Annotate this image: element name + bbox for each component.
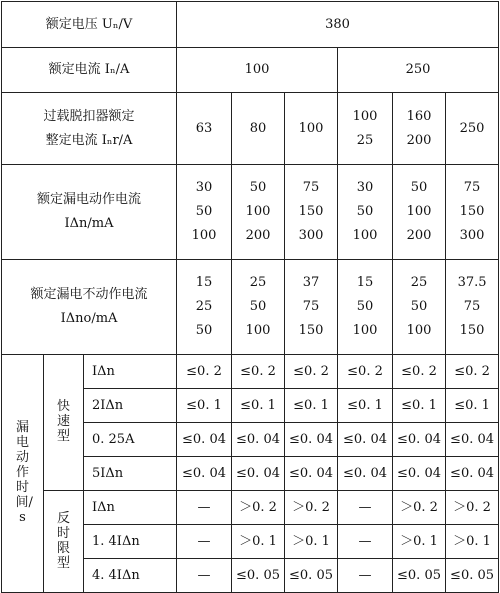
value-line: 75 bbox=[463, 299, 481, 314]
time-value: ≤0. 05 bbox=[393, 559, 446, 593]
current-value bbox=[232, 165, 285, 260]
value-line: 100 bbox=[406, 204, 432, 219]
value-line: 75 bbox=[302, 180, 320, 195]
overload-value: 80 bbox=[232, 93, 285, 165]
time-value: ＞0. 1 bbox=[232, 525, 285, 559]
overload-value: 250 bbox=[446, 93, 499, 165]
value-line: 200 bbox=[406, 132, 432, 148]
value-line: 100 bbox=[352, 323, 378, 338]
time-row bbox=[2, 355, 499, 389]
time-value: ≤0. 05 bbox=[285, 559, 338, 593]
current-value bbox=[393, 165, 446, 260]
condition-cell: IΔn bbox=[84, 355, 177, 389]
time-value: ≤0. 2 bbox=[393, 355, 446, 389]
overload-release-label bbox=[2, 93, 177, 165]
current-value bbox=[393, 260, 446, 355]
time-value: ＞0. 2 bbox=[393, 491, 446, 525]
time-value: ≤0. 04 bbox=[393, 457, 446, 491]
rated-current-label: 额定电流 Iₙ/A bbox=[2, 48, 177, 93]
value-line: 50 bbox=[410, 299, 428, 314]
current-value bbox=[232, 260, 285, 355]
time-value: ≤0. 1 bbox=[177, 389, 232, 423]
time-value: — bbox=[177, 559, 232, 593]
time-value: — bbox=[177, 491, 232, 525]
value-line: 150 bbox=[298, 323, 324, 338]
current-value bbox=[446, 165, 499, 260]
time-value: ≤0. 2 bbox=[338, 355, 393, 389]
label-line: 过载脱扣器额定 bbox=[43, 108, 135, 124]
value-line: 200 bbox=[245, 228, 271, 243]
time-value: ≤0. 04 bbox=[177, 457, 232, 491]
time-value: ＞0. 1 bbox=[446, 525, 499, 559]
value-line: 300 bbox=[459, 228, 485, 243]
rated-current-value: 100 bbox=[177, 48, 338, 93]
time-value: ≤0. 04 bbox=[285, 457, 338, 491]
value-line: 50 bbox=[249, 180, 267, 195]
current-value bbox=[285, 260, 338, 355]
value-line: 150 bbox=[459, 204, 485, 219]
current-value bbox=[177, 260, 232, 355]
value-line: 25 bbox=[356, 132, 374, 148]
overload-value: 63 bbox=[177, 93, 232, 165]
value-line: 25 bbox=[410, 275, 428, 290]
label-line: IΔno/mA bbox=[60, 311, 118, 326]
current-value bbox=[177, 165, 232, 260]
time-value: ≤0. 04 bbox=[232, 423, 285, 457]
time-value: ≤0. 04 bbox=[232, 457, 285, 491]
time-value: — bbox=[338, 559, 393, 593]
time-value: ≤0. 04 bbox=[285, 423, 338, 457]
value-line: 100 bbox=[352, 108, 378, 124]
leak-nonoperate-label bbox=[2, 260, 177, 355]
time-value: ≤0. 04 bbox=[446, 423, 499, 457]
time-value: ≤0. 04 bbox=[338, 423, 393, 457]
label-line: 额定漏电不动作电流 bbox=[30, 287, 148, 302]
value-line: 25 bbox=[195, 299, 213, 314]
value-line: 30 bbox=[356, 180, 374, 195]
label-line: IΔn/mA bbox=[64, 216, 114, 231]
rated-voltage-label: 额定电压 Uₙ/V bbox=[2, 2, 177, 48]
value-line: 75 bbox=[302, 299, 320, 314]
time-value: ≤0. 2 bbox=[232, 355, 285, 389]
time-row bbox=[2, 491, 499, 525]
time-value: — bbox=[177, 525, 232, 559]
time-value: ＞0. 1 bbox=[393, 525, 446, 559]
current-value bbox=[446, 260, 499, 355]
time-value: ≤0. 2 bbox=[177, 355, 232, 389]
current-value bbox=[338, 260, 393, 355]
value-line: 25 bbox=[249, 275, 267, 290]
leak-operate-row bbox=[2, 165, 499, 260]
overload-value bbox=[338, 93, 393, 165]
time-value: ≤0. 05 bbox=[446, 559, 499, 593]
leak-nonoperate-row bbox=[2, 260, 499, 355]
time-value: ≤0. 04 bbox=[393, 423, 446, 457]
time-value: ≤0. 04 bbox=[338, 457, 393, 491]
value-line: 100 bbox=[352, 228, 378, 243]
value-line: 100 bbox=[406, 323, 432, 338]
time-value: ＞0. 1 bbox=[285, 525, 338, 559]
time-value: ≤0. 1 bbox=[338, 389, 393, 423]
value-line: 160 bbox=[406, 108, 432, 124]
inverse-group-label: 反时限型 bbox=[44, 491, 84, 593]
overload-value: 100 bbox=[285, 93, 338, 165]
value-line: 150 bbox=[298, 204, 324, 219]
value-line: 50 bbox=[356, 204, 374, 219]
current-value bbox=[285, 165, 338, 260]
spec-table bbox=[1, 1, 499, 593]
time-value: ≤0. 2 bbox=[446, 355, 499, 389]
value-line: 50 bbox=[410, 180, 428, 195]
value-line: 150 bbox=[459, 323, 485, 338]
condition-cell: 4. 4IΔn bbox=[84, 559, 177, 593]
leak-time-label: 漏电动作时间/s bbox=[2, 355, 44, 593]
time-value: ≤0. 1 bbox=[446, 389, 499, 423]
value-line: 37.5 bbox=[457, 275, 487, 290]
condition-cell: 2IΔn bbox=[84, 389, 177, 423]
value-line: 300 bbox=[298, 228, 324, 243]
current-value bbox=[338, 165, 393, 260]
condition-cell: 5IΔn bbox=[84, 457, 177, 491]
time-value: — bbox=[338, 491, 393, 525]
condition-cell: IΔn bbox=[84, 491, 177, 525]
time-value: ≤0. 2 bbox=[285, 355, 338, 389]
rated-voltage-value: 380 bbox=[177, 2, 499, 48]
time-value: ＞0. 2 bbox=[446, 491, 499, 525]
value-line: 100 bbox=[245, 323, 271, 338]
value-line: 100 bbox=[191, 228, 217, 243]
time-value: ＞0. 2 bbox=[232, 491, 285, 525]
time-value: — bbox=[338, 525, 393, 559]
value-line: 50 bbox=[195, 204, 213, 219]
value-line: 200 bbox=[406, 228, 432, 243]
fast-group-label: 快速型 bbox=[44, 355, 84, 491]
value-line: 50 bbox=[195, 323, 213, 338]
time-value: ≤0. 04 bbox=[446, 457, 499, 491]
condition-cell: 1. 4IΔn bbox=[84, 525, 177, 559]
value-line: 75 bbox=[463, 180, 481, 195]
time-value: ≤0. 1 bbox=[393, 389, 446, 423]
value-line: 50 bbox=[249, 299, 267, 314]
rated-current-value: 250 bbox=[338, 48, 499, 93]
value-line: 100 bbox=[245, 204, 271, 219]
value-line: 30 bbox=[195, 180, 213, 195]
label-line: 额定漏电动作电流 bbox=[37, 192, 142, 207]
overload-value bbox=[393, 93, 446, 165]
label-line: 整定电流 Iₙr/A bbox=[45, 132, 133, 148]
time-value: ＞0. 2 bbox=[285, 491, 338, 525]
time-value: ≤0. 1 bbox=[285, 389, 338, 423]
value-line: 37 bbox=[302, 275, 320, 290]
leak-operate-label bbox=[2, 165, 177, 260]
time-value: ≤0. 05 bbox=[232, 559, 285, 593]
value-line: 15 bbox=[356, 275, 374, 290]
value-line: 50 bbox=[356, 299, 374, 314]
time-value: ≤0. 04 bbox=[177, 423, 232, 457]
condition-cell: 0. 25A bbox=[84, 423, 177, 457]
value-line: 15 bbox=[195, 275, 213, 290]
time-value: ≤0. 1 bbox=[232, 389, 285, 423]
